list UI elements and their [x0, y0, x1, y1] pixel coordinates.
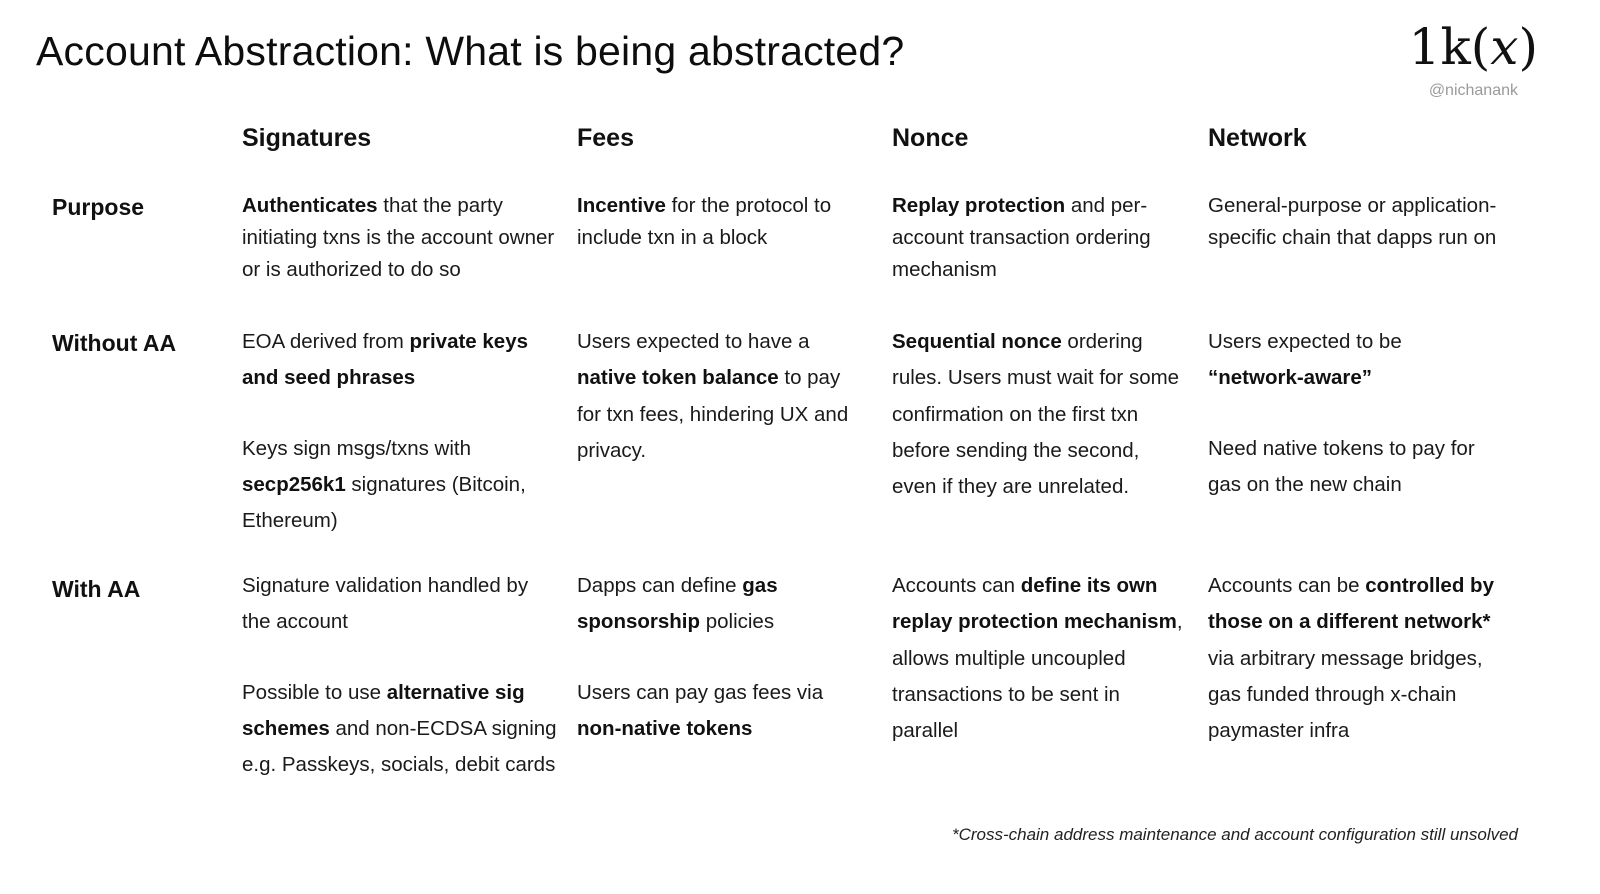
cell-paragraph	[1208, 324, 1500, 397]
cell-paragraph	[1208, 431, 1500, 504]
cell-purpose-signatures	[242, 190, 560, 286]
bold-text: Authenticates	[242, 194, 378, 217]
bold-text: gas sponsorship	[577, 574, 778, 634]
text: that the party initiating txns is the account owner or is authorized to do so	[242, 194, 555, 281]
cell-without-aa-nonce	[892, 324, 1184, 505]
row-header-with-aa: With AA	[52, 576, 141, 602]
bold-text: Replay protection	[892, 194, 1066, 217]
cell-paragraph	[242, 675, 560, 784]
text: and per-account transaction ordering mechanism	[892, 194, 1151, 281]
cell-with-aa-network	[1208, 568, 1500, 749]
cell-purpose-fees	[577, 190, 869, 254]
text: and non-ECDSA signing e.g. Passkeys, socials, debit cards	[242, 716, 557, 777]
cell-paragraph	[577, 324, 869, 469]
bold-text: Sequential nonce	[892, 330, 1062, 353]
text: General-purpose or application- specific chain that dapps run on	[1208, 194, 1497, 249]
text: Signature validation handled by the account	[242, 574, 529, 634]
cell-paragraph	[242, 431, 560, 540]
text: , allows multiple uncoupled transactions to be sent in parallel	[892, 610, 1183, 743]
text: Users expected to be	[1208, 330, 1402, 353]
cell-paragraph	[577, 675, 869, 748]
cell-paragraph	[1208, 190, 1500, 254]
text: signatures (Bitcoin, Ethereum)	[242, 472, 526, 533]
text: Users expected to have a	[577, 330, 810, 353]
cell-without-aa-network	[1208, 324, 1500, 503]
text: for the protocol to include txn in a block	[577, 194, 832, 249]
cell-paragraph	[242, 324, 560, 397]
text: EOA derived from	[242, 330, 410, 353]
bold-text: alternative sig schemes	[242, 680, 525, 740]
bold-text: define its own replay protection mechanism	[892, 574, 1177, 634]
text: Possible to use	[242, 680, 387, 704]
cell-paragraph	[892, 568, 1184, 749]
text: Users can pay gas fees via	[577, 680, 824, 704]
row-header-without-aa: Without AA	[52, 330, 177, 356]
text: Accounts can	[892, 574, 1021, 597]
logo-paren-close: )	[1518, 18, 1538, 76]
cell-paragraph	[1208, 568, 1500, 749]
row-header-purpose: Purpose	[52, 194, 145, 220]
cell-with-aa-fees	[577, 568, 869, 747]
cell-paragraph	[892, 190, 1184, 286]
brand-logo	[1408, 18, 1538, 76]
column-header-network: Network	[1208, 124, 1307, 152]
footnote: *Cross-chain address maintenance and account configuration still unsolved	[951, 825, 1518, 844]
cell-with-aa-nonce	[892, 568, 1184, 749]
page-title: Account Abstraction: What is being abstracted?	[36, 28, 905, 74]
cell-paragraph	[242, 190, 560, 286]
column-header-fees: Fees	[577, 124, 634, 152]
cell-with-aa-signatures	[242, 568, 560, 783]
text: Accounts can be	[1208, 574, 1366, 597]
bold-text: Incentive	[577, 194, 666, 217]
column-header-signatures: Signatures	[242, 124, 372, 152]
bold-text: secp256k1	[242, 472, 346, 496]
text: Keys sign msgs/txns with	[242, 436, 471, 460]
column-header-nonce: Nonce	[892, 124, 969, 152]
bold-text: private keys and seed phrases	[242, 330, 529, 390]
cell-paragraph	[892, 324, 1184, 505]
logo-paren-open: (	[1470, 18, 1491, 76]
cell-paragraph	[577, 190, 869, 254]
text: to pay for txn fees, hindering UX and privacy.	[577, 366, 849, 462]
cell-paragraph	[242, 568, 560, 641]
text: ordering rules. Users must wait for some confirmation on the first txn before sending the second, even if they are unrelated.	[892, 330, 1180, 499]
cell-paragraph	[577, 568, 869, 641]
cell-without-aa-fees	[577, 324, 869, 469]
author-handle: @nichanank	[1428, 82, 1518, 99]
text: Need native tokens to pay for gas on the new chain	[1208, 436, 1475, 496]
bold-text: “network-aware”	[1208, 366, 1373, 390]
cell-purpose-nonce	[892, 190, 1184, 286]
text: via arbitrary message bridges, gas funded through x-chain paymaster infra	[1208, 646, 1483, 743]
bold-text: native token balance	[577, 366, 779, 390]
cell-purpose-network	[1208, 190, 1500, 254]
logo-var: x	[1490, 18, 1519, 76]
text: policies	[700, 610, 775, 634]
bold-text: controlled by those on a different network*	[1208, 574, 1494, 634]
logo-main: 1k	[1408, 18, 1471, 76]
text: Dapps can define	[577, 574, 743, 597]
cell-without-aa-signatures	[242, 324, 560, 539]
bold-text: non-native tokens	[577, 716, 753, 740]
